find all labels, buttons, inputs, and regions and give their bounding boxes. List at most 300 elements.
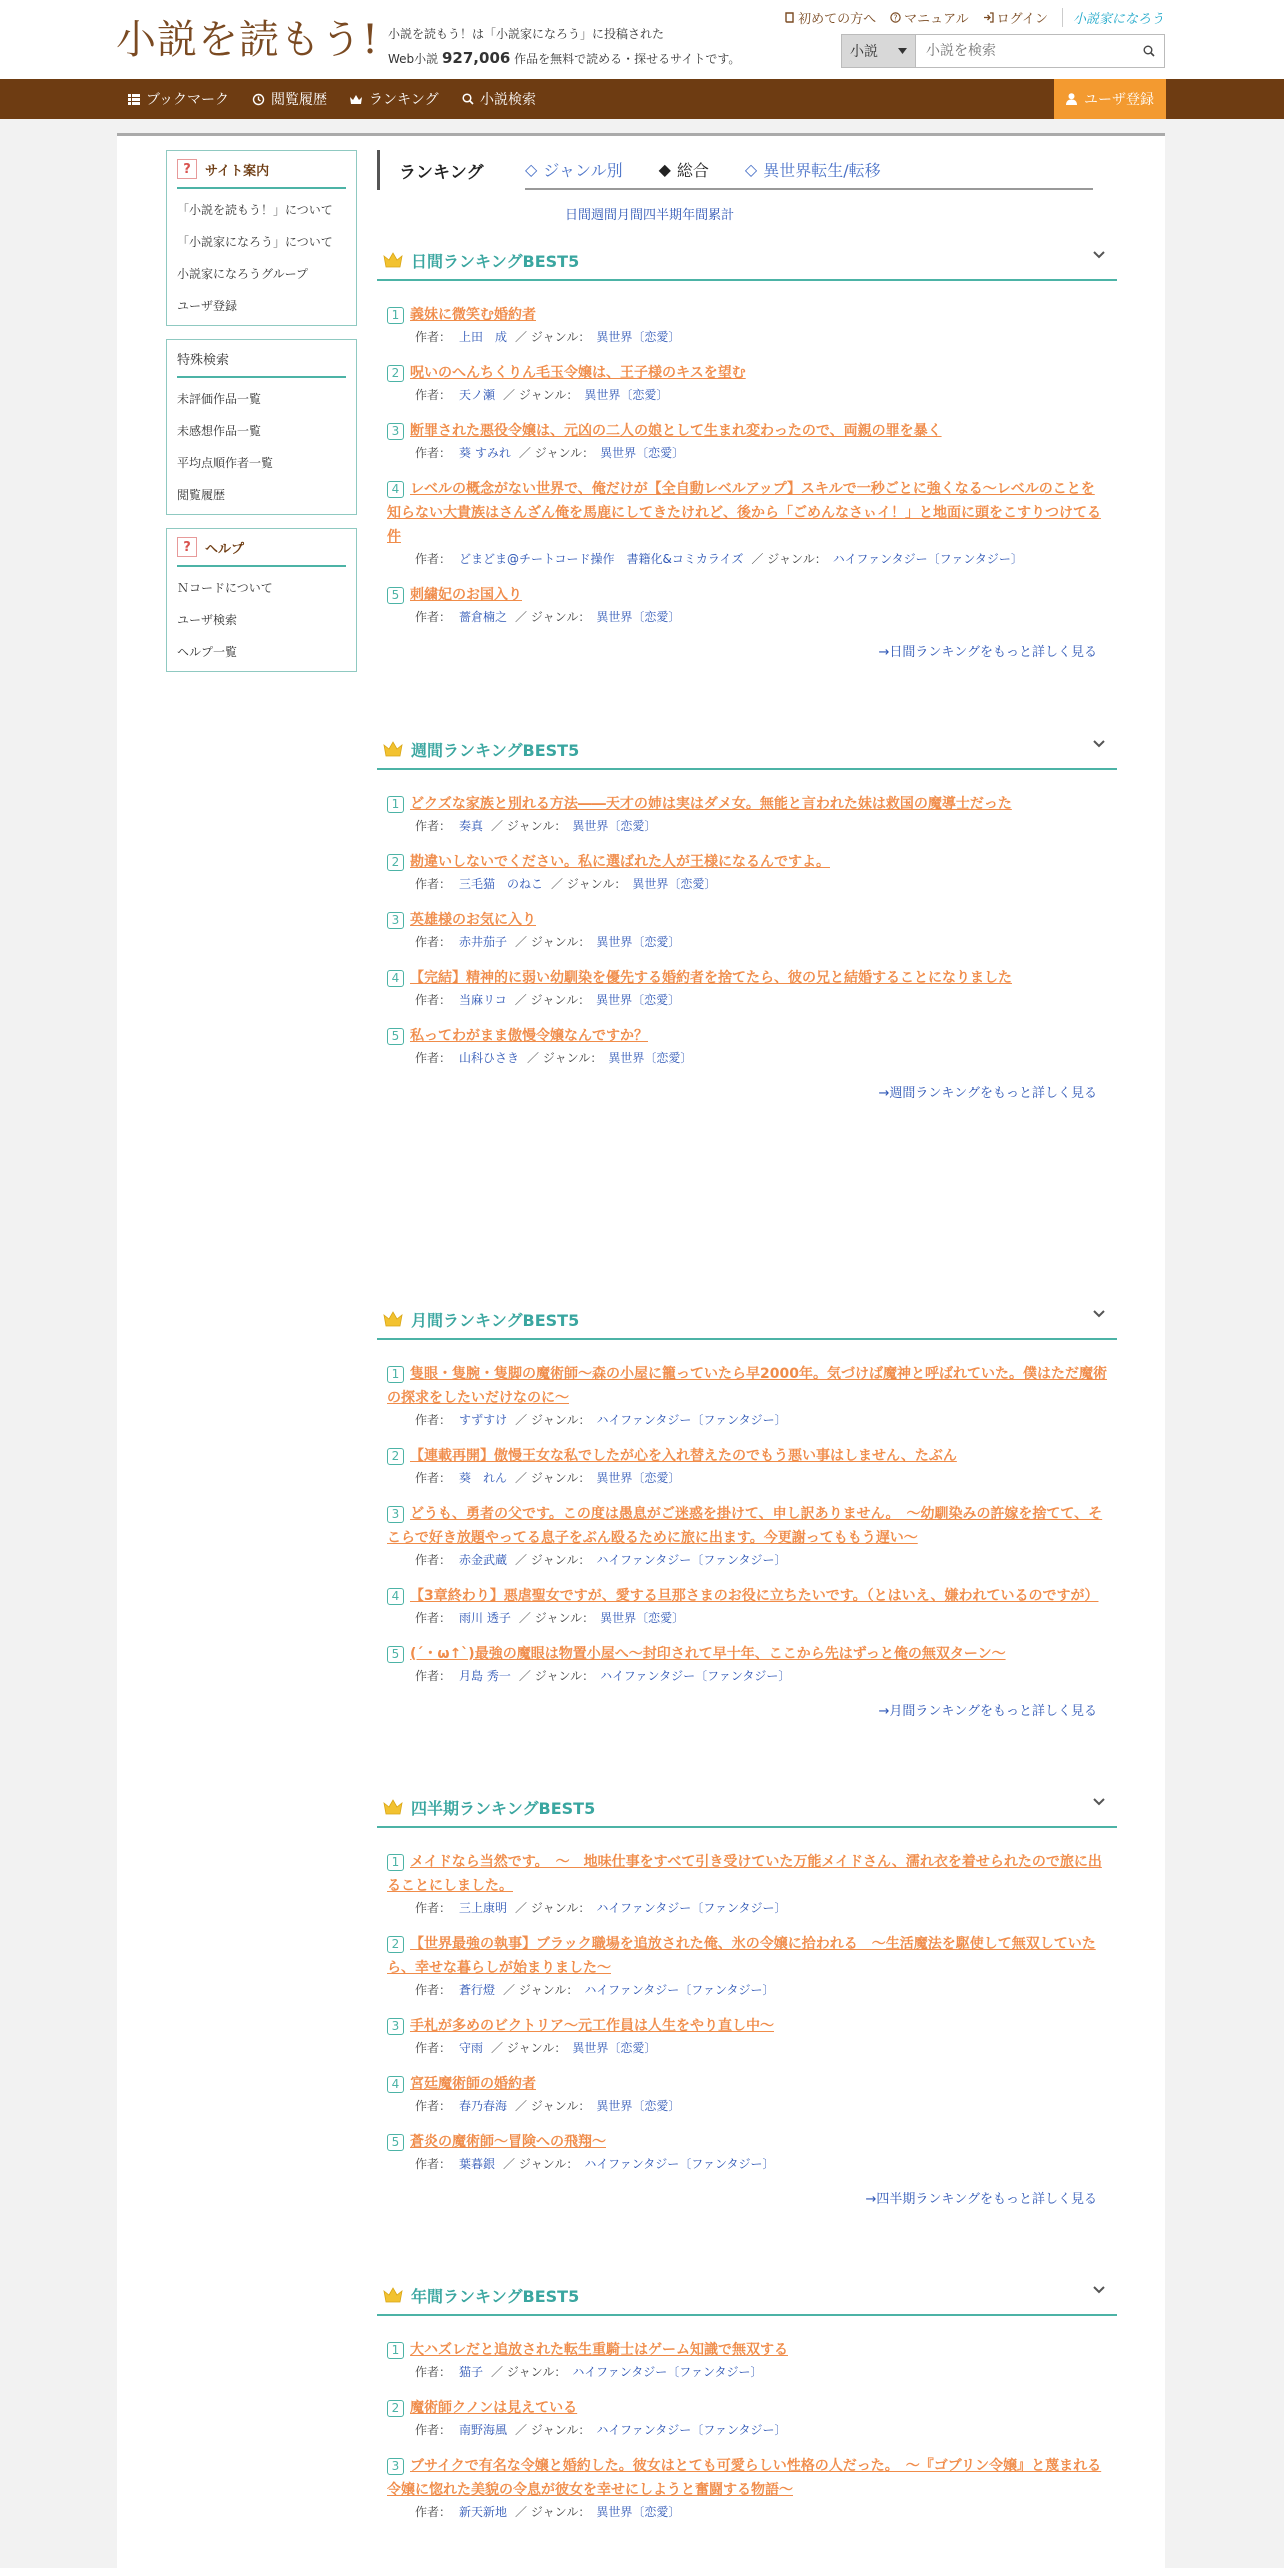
genre-label: ジャンル：	[530, 1901, 591, 1915]
separator: ／	[751, 552, 764, 566]
more-link[interactable]: →四半期ランキングをもっと詳しく見る	[865, 2192, 1097, 2207]
tab-isekai[interactable]: ◇ 異世界転生/転移	[744, 159, 881, 180]
rank-number: 1	[387, 796, 404, 813]
ranking-item	[387, 2454, 1107, 2522]
tab-genre[interactable]: ◇ ジャンル別	[525, 159, 623, 180]
ranking-item	[387, 1024, 1107, 1068]
author-link[interactable]: 葉暮銀	[459, 2157, 496, 2171]
separator: ／	[551, 877, 564, 891]
tagline-line1: 小説を読もう！は「小説家になろう」に投稿された	[388, 27, 665, 41]
author-label: 作者：	[415, 819, 452, 833]
novel-title: ブサイクで有名な令嬢と婚約した。彼女はとても可愛らしい性格の人だった。 ～『ゴブリン令嬢』と蔑まれる令嬢に惚れた美貌の令息が彼女を幸せにしようと奮闘する物語～	[387, 2458, 1102, 2498]
author-link[interactable]: 蒼行燈	[459, 1983, 496, 1997]
genre-link[interactable]: 異世界〔恋愛〕	[572, 819, 657, 833]
novel-meta	[415, 1666, 1107, 1686]
rank-number: 2	[387, 1936, 404, 1953]
author-label: 作者：	[415, 610, 452, 624]
novel-title: 宮廷魔術師の婚約者	[410, 2076, 536, 2092]
author-link[interactable]: 赤金武蔵	[459, 1553, 508, 1567]
chevron-down-icon[interactable]	[1093, 740, 1105, 748]
sidebar-item-help-list[interactable]: ヘルプ一覧	[177, 644, 238, 659]
ranking-item	[387, 1584, 1107, 1628]
genre-label: ジャンル：	[530, 610, 591, 624]
first-time-link[interactable]: 初めての方へ	[785, 8, 876, 27]
site-logo[interactable]: 小説を読もう!	[116, 17, 380, 63]
novel-title-link[interactable]	[387, 2130, 1107, 2154]
history-icon	[252, 93, 265, 106]
period-total[interactable]: 累計	[708, 208, 735, 223]
novel-meta	[415, 1410, 1107, 1430]
genre-link[interactable]: 異世界〔恋愛〕	[600, 446, 685, 460]
sidebar-item-user-search[interactable]: ユーザ検索	[177, 612, 238, 627]
novel-title-link[interactable]	[387, 583, 1107, 607]
rank-number: 5	[387, 587, 404, 604]
genre-label: ジャンル：	[530, 935, 591, 949]
separator: ／	[491, 2365, 504, 2379]
genre-link[interactable]: ハイファンタジー〔ファンタジー〕	[600, 1669, 791, 1683]
section-title: 週間ランキングBEST5	[411, 740, 580, 760]
separator: ／	[515, 330, 528, 344]
rank-number: 3	[387, 423, 404, 440]
author-link[interactable]: 葵 すみれ	[459, 446, 511, 460]
section-header[interactable]	[377, 1788, 1117, 1828]
section-header[interactable]	[377, 1300, 1117, 1340]
rank-number: 3	[387, 912, 404, 929]
question-icon: ?	[177, 159, 197, 179]
novel-title: 魔術師クノンは見えている	[410, 2400, 578, 2416]
genre-link[interactable]: 異世界〔恋愛〕	[572, 2041, 657, 2055]
ranking-item	[387, 850, 1107, 894]
genre-link[interactable]: 異世界〔恋愛〕	[584, 388, 669, 402]
rank-number: 2	[387, 2400, 404, 2417]
rank-number: 3	[387, 1506, 404, 1523]
genre-label: ジャンル：	[534, 446, 595, 460]
author-link[interactable]: 葵 れん	[459, 1471, 508, 1485]
chevron-down-icon[interactable]	[1093, 1310, 1105, 1318]
sidebar-item-about-yomou[interactable]: 「小説を読もう！」について	[177, 202, 333, 217]
novel-title-link[interactable]	[387, 361, 1107, 385]
novel-meta	[415, 2096, 1107, 2116]
author-link[interactable]: 天ノ瀬	[459, 388, 496, 402]
sidebar-heading: ? ヘルプ	[177, 529, 346, 567]
novel-meta	[415, 2154, 1107, 2174]
author-label: 作者：	[415, 1413, 452, 1427]
ranking-item	[387, 2338, 1107, 2382]
author-link[interactable]: 南野海風	[459, 2423, 508, 2437]
section-header[interactable]	[377, 730, 1117, 770]
author-label: 作者：	[415, 388, 452, 402]
period-quarterly[interactable]: 四半期	[643, 208, 683, 223]
novel-title: 【3章終わり】悪虐聖女ですが、愛する旦那さまのお役に立ちたいです。（とはいえ、嫌われているのですが）	[410, 1588, 1099, 1604]
separator: ／	[491, 2041, 504, 2055]
nav-history[interactable]: 閲覧履歴	[252, 79, 327, 119]
novel-title: どうも、勇者の父です。この度は愚息がご迷惑を掛けて、申し訳ありません。 ～幼馴染みの許嫁を捨てて、そこらで好き放題やってる息子をぶん殴るために旅に出ます。今更謝ってももう遅い～	[387, 1506, 1103, 1546]
sidebar-heading: 特殊検索	[177, 340, 346, 378]
ranking-item	[387, 966, 1107, 1010]
novel-meta	[415, 2502, 1107, 2522]
genre-link[interactable]: ハイファンタジー〔ファンタジー〕	[596, 2423, 787, 2437]
genre-label: ジャンル：	[530, 1413, 591, 1427]
genre-label: ジャンル：	[530, 2099, 591, 2113]
ranking-item	[387, 1444, 1107, 1488]
novel-count: 927,006	[442, 49, 511, 67]
manual-link[interactable]: ? マニュアル	[890, 8, 968, 27]
search-form	[841, 34, 1165, 68]
author-link[interactable]: すずすけ	[459, 1413, 508, 1427]
question-icon: ?	[177, 537, 197, 557]
user-icon	[1066, 93, 1077, 105]
ranking-item	[387, 2130, 1107, 2174]
more-link[interactable]: →月間ランキングをもっと詳しく見る	[878, 1704, 1097, 1719]
page-title: ランキング	[399, 162, 484, 183]
crown-icon	[383, 1799, 403, 1815]
author-label: 作者：	[415, 1553, 452, 1567]
novel-title-link[interactable]	[387, 1444, 1107, 1468]
ranking-item	[387, 1850, 1107, 1918]
rank-number: 4	[387, 970, 404, 987]
rank-number: 3	[387, 2458, 404, 2475]
sidebar-heading: ? サイト案内	[177, 151, 346, 189]
author-label: 作者：	[415, 935, 452, 949]
novel-title-link[interactable]	[387, 1362, 1107, 1410]
sidebar-site-guide	[166, 150, 357, 326]
ranking-item	[387, 1932, 1107, 2000]
separator: ／	[515, 1553, 528, 1567]
novel-title-link[interactable]	[387, 1642, 1107, 1666]
author-label: 作者：	[415, 1901, 452, 1915]
search-icon	[462, 93, 474, 105]
author-label: 作者：	[415, 2157, 452, 2171]
ranking-item	[387, 583, 1107, 627]
novel-meta	[415, 1048, 1107, 1068]
author-link[interactable]: 猫子	[459, 2365, 484, 2379]
author-label: 作者：	[415, 2423, 452, 2437]
book-icon	[785, 12, 795, 23]
novel-meta	[415, 1608, 1107, 1628]
ranking-list	[377, 770, 1117, 1068]
chevron-down-icon[interactable]	[1093, 251, 1105, 259]
genre-label: ジャンル：	[506, 819, 567, 833]
ranking-item	[387, 2072, 1107, 2116]
novel-title-link[interactable]	[387, 850, 1107, 874]
novel-title-link[interactable]	[387, 419, 1107, 443]
ranking-list	[377, 281, 1117, 627]
ranking-item	[387, 908, 1107, 952]
tagline-line2	[388, 46, 740, 71]
crown-icon	[349, 94, 363, 105]
period-yearly[interactable]: 年間	[682, 208, 709, 223]
genre-link[interactable]: 異世界〔恋愛〕	[596, 993, 681, 1007]
separator: ／	[515, 2423, 528, 2437]
novel-title-link[interactable]	[387, 2396, 1107, 2420]
separator: ／	[515, 2505, 528, 2519]
author-label: 作者：	[415, 2365, 452, 2379]
section-title: 月間ランキングBEST5	[411, 1310, 580, 1330]
period-daily[interactable]: 日間	[565, 208, 592, 223]
novel-title-link[interactable]	[387, 303, 1107, 327]
rank-number: 1	[387, 1366, 404, 1383]
genre-link[interactable]: 異世界〔恋愛〕	[608, 1051, 693, 1065]
genre-link[interactable]: ハイファンタジー〔ファンタジー〕	[596, 1553, 787, 1567]
author-link[interactable]: 三毛猫 のねこ	[459, 877, 544, 891]
separator: ／	[503, 388, 516, 402]
crown-icon	[383, 2287, 403, 2303]
novel-title-link[interactable]	[387, 792, 1107, 816]
rank-number: 5	[387, 2134, 404, 2151]
nav-search[interactable]: 小説検索	[462, 79, 536, 119]
novel-meta	[415, 1980, 1107, 2000]
author-link[interactable]: 守雨	[459, 2041, 484, 2055]
ranking-item	[387, 419, 1107, 463]
genre-link[interactable]: ハイファンタジー〔ファンタジー〕	[584, 2157, 775, 2171]
novel-meta	[415, 2362, 1107, 2382]
author-link[interactable]: 奏真	[459, 819, 484, 833]
novel-title: 英雄様のお気に入り	[410, 912, 536, 928]
author-link[interactable]: 三上康明	[459, 1901, 508, 1915]
period-monthly[interactable]: 月間	[617, 208, 644, 223]
novel-meta	[415, 385, 1107, 405]
login-icon	[983, 12, 994, 23]
tagline-prefix: Web小説	[388, 52, 439, 66]
author-link[interactable]: 山科ひさき	[459, 1051, 520, 1065]
tab-overall[interactable]: ◆ 総合	[658, 159, 709, 180]
novel-title: 隻眼・隻腕・隻脚の魔術師～森の小屋に籠っていたら早2000年。気づけば魔神と呼ばれていた。僕はただ魔術の探求をしたいだけなのに～	[387, 1366, 1107, 1406]
more-link[interactable]: →日間ランキングをもっと詳しく見る	[878, 645, 1097, 660]
novel-title: 【完結】精神的に弱い幼馴染を優先する婚約者を捨てたら、彼の兄と結婚することになりました	[410, 970, 1012, 986]
rank-number: 4	[387, 2076, 404, 2093]
top-links	[785, 8, 1164, 27]
ranking-item	[387, 1502, 1107, 1570]
author-link[interactable]: 赤井茄子	[459, 935, 508, 949]
nav-bookmark[interactable]: ブックマーク	[128, 79, 229, 119]
novel-title: 勘違いしないでください。私に選ばれた人が王様になるんですよ。	[410, 854, 830, 870]
user-register-button[interactable]: ユーザ登録	[1054, 79, 1166, 119]
separator: ／	[527, 1051, 540, 1065]
author-label: 作者：	[415, 552, 452, 566]
list-icon	[128, 94, 140, 105]
chevron-down-icon[interactable]	[1093, 2286, 1105, 2294]
search-type-select[interactable]: 小説	[842, 35, 916, 67]
rank-number: 1	[387, 2342, 404, 2359]
section-header[interactable]	[377, 2276, 1117, 2316]
ranking-item	[387, 1362, 1107, 1430]
ranking-item	[387, 2014, 1107, 2058]
novel-title-link[interactable]	[387, 1502, 1107, 1550]
novel-title: メイドなら当然です。 ～ 地味仕事をすべて引き受けていた万能メイドさん、濡れ衣を着せられたので旅に出ることにしました。	[387, 1854, 1102, 1894]
genre-link[interactable]: 異世界〔恋愛〕	[596, 2099, 681, 2113]
novel-title-link[interactable]	[387, 1932, 1107, 1980]
novel-title-link[interactable]	[387, 2072, 1107, 2096]
search-input[interactable]	[916, 35, 1134, 67]
genre-link[interactable]: ハイファンタジー〔ファンタジー〕	[832, 552, 1023, 566]
section-title: 日間ランキングBEST5	[411, 251, 580, 271]
ranking-tabs	[525, 150, 1093, 190]
genre-link[interactable]: 異世界〔恋愛〕	[596, 610, 681, 624]
novel-meta	[415, 607, 1107, 627]
genre-link[interactable]: 異世界〔恋愛〕	[596, 330, 681, 344]
ranking-item	[387, 303, 1107, 347]
novel-meta	[415, 1898, 1107, 1918]
genre-label: ジャンル：	[530, 993, 591, 1007]
novel-meta	[415, 327, 1107, 347]
genre-link[interactable]: ハイファンタジー〔ファンタジー〕	[572, 2365, 763, 2379]
author-label: 作者：	[415, 2099, 452, 2113]
novel-title: 刺繍妃のお国入り	[410, 587, 522, 603]
author-label: 作者：	[415, 1471, 452, 1485]
ranking-section-monthly	[377, 1300, 1117, 1719]
heading-bar	[377, 150, 380, 190]
author-link[interactable]: 薔倉楠之	[459, 610, 508, 624]
author-label: 作者：	[415, 2041, 452, 2055]
novel-title-link[interactable]	[387, 1584, 1107, 1608]
site-header	[0, 0, 1284, 79]
novel-title-link[interactable]	[387, 966, 1107, 990]
novel-title-link[interactable]	[387, 2454, 1107, 2502]
author-label: 作者：	[415, 1051, 452, 1065]
author-link[interactable]: 当麻リコ	[459, 993, 507, 1007]
author-label: 作者：	[415, 1611, 452, 1625]
genre-link[interactable]: 異世界〔恋愛〕	[596, 935, 681, 949]
section-header[interactable]	[377, 241, 1117, 281]
rank-number: 3	[387, 2018, 404, 2035]
ranking-item	[387, 477, 1107, 569]
novel-title-link[interactable]	[387, 2014, 1107, 2038]
ranking-header	[377, 150, 1093, 190]
genre-label: ジャンル：	[518, 1983, 579, 1997]
novel-meta	[415, 2038, 1107, 2058]
svg-text:?: ?	[893, 13, 898, 23]
novel-title-link[interactable]	[387, 1024, 1107, 1048]
ranking-list	[377, 1340, 1117, 1686]
novel-title-link[interactable]	[387, 908, 1107, 932]
author-link[interactable]: 春乃春海	[459, 2099, 508, 2113]
sidebar-item-about-narou[interactable]: 「小説家になろう」について	[177, 234, 333, 249]
author-link[interactable]: 上田 成	[459, 330, 508, 344]
genre-label: ジャンル：	[518, 388, 579, 402]
genre-link[interactable]: 異世界〔恋愛〕	[632, 877, 717, 891]
crown-icon	[383, 252, 403, 268]
genre-label: ジャンル：	[518, 2157, 579, 2171]
separator: ／	[518, 1611, 531, 1625]
sidebar-item-narou-group[interactable]: 小説家になろうグループ	[177, 266, 309, 281]
section-title: 四半期ランキングBEST5	[411, 1798, 596, 1818]
novel-meta	[415, 1468, 1107, 1488]
novel-title: 蒼炎の魔術師〜冒険への飛翔〜	[410, 2134, 606, 2150]
author-link[interactable]: どまどま@チートコード操作 書籍化&コミカライズ	[459, 552, 744, 566]
rank-number: 5	[387, 1028, 404, 1045]
novel-meta	[415, 816, 1107, 836]
novel-title-link[interactable]	[387, 477, 1107, 549]
nav-ranking[interactable]: ランキング	[349, 79, 439, 119]
rank-number: 2	[387, 365, 404, 382]
more-link[interactable]: →週間ランキングをもっと詳しく見る	[878, 1086, 1097, 1101]
sidebar-special-search	[166, 339, 357, 515]
ranking-section-quarterly	[377, 1788, 1117, 2207]
main-container	[117, 133, 1165, 2568]
novel-title-link[interactable]	[387, 1850, 1107, 1898]
period-links	[565, 204, 734, 223]
novel-title: 大ハズレだと追放された転生重騎士はゲーム知識で無双する	[410, 2342, 788, 2358]
genre-label: ジャンル：	[530, 1553, 591, 1567]
genre-label: ジャンル：	[530, 330, 591, 344]
chevron-down-icon[interactable]	[1093, 1798, 1105, 1806]
genre-label: ジャンル：	[534, 1611, 595, 1625]
novel-title: (´・ω↑`)最強の魔眼は物置小屋へ～封印されて早十年、ここから先はずっと俺の無双ターン～	[410, 1646, 1006, 1662]
sidebar-item-register[interactable]: ユーザ登録	[177, 298, 238, 313]
separator: ／	[515, 935, 528, 949]
genre-label: ジャンル：	[566, 877, 627, 891]
author-label: 作者：	[415, 877, 452, 891]
separator: ／	[518, 1669, 531, 1683]
ranking-item	[387, 361, 1107, 405]
author-label: 作者：	[415, 330, 452, 344]
ranking-section-weekly	[377, 730, 1117, 1101]
genre-link[interactable]: ハイファンタジー〔ファンタジー〕	[596, 1413, 787, 1427]
rank-number: 2	[387, 854, 404, 871]
narou-logo-link[interactable]: 小説家になろう	[1062, 8, 1164, 27]
search-button[interactable]	[1134, 35, 1164, 67]
genre-link[interactable]: ハイファンタジー〔ファンタジー〕	[584, 1983, 775, 1997]
sidebar-item-average-authors[interactable]: 平均点順作者一覧	[177, 455, 274, 470]
novel-meta	[415, 1550, 1107, 1570]
separator: ／	[503, 2157, 516, 2171]
author-link[interactable]: 新天新地	[459, 2505, 508, 2519]
separator: ／	[515, 2099, 528, 2113]
novel-meta	[415, 549, 1107, 569]
rank-number: 1	[387, 1854, 404, 1871]
author-label: 作者：	[415, 993, 452, 1007]
novel-title-link[interactable]	[387, 2338, 1107, 2362]
ranking-section-daily	[377, 241, 1117, 660]
ranking-item	[387, 2396, 1107, 2440]
genre-link[interactable]: 異世界〔恋愛〕	[600, 1611, 685, 1625]
sidebar-item-ncode[interactable]: Ｎコードについて	[177, 580, 273, 595]
crown-icon	[383, 741, 403, 757]
novel-meta	[415, 990, 1107, 1010]
ranking-item	[387, 1642, 1107, 1686]
ranking-list	[377, 2316, 1117, 2522]
sidebar-item-unrated[interactable]: 未評価作品一覧	[177, 391, 262, 406]
rank-number: 2	[387, 1448, 404, 1465]
novel-title: 断罪された悪役令嬢は、元凶の二人の娘として生まれ変わったので、両親の罪を暴く	[410, 423, 942, 439]
period-weekly[interactable]: 週間	[591, 208, 618, 223]
tagline-suffix: 作品を無料で読める・探せるサイトです。	[514, 52, 741, 66]
author-link[interactable]: 月島 秀一	[459, 1669, 511, 1683]
novel-title: レベルの概念がない世界で、俺だけが【全自動レベルアップ】スキルで一秒ごとに強くなる〜レベルのことを知らない大貴族はさんざん俺を馬鹿にしてきたけれど、後から「ごめんなさぃイ！」と地面に頭をこすりつけてる件	[387, 481, 1101, 545]
separator: ／	[503, 1983, 516, 1997]
genre-link[interactable]: 異世界〔恋愛〕	[596, 1471, 681, 1485]
genre-link[interactable]: ハイファンタジー〔ファンタジー〕	[596, 1901, 787, 1915]
author-label: 作者：	[415, 1983, 452, 1997]
genre-link[interactable]: 異世界〔恋愛〕	[596, 2505, 681, 2519]
novel-title: 【世界最強の執事】ブラック職場を追放された俺、氷の令嬢に拾われる ～生活魔法を駆使して無双していたら、幸せな暮らしが始まりました～	[387, 1936, 1096, 1976]
novel-meta	[415, 443, 1107, 463]
separator: ／	[518, 446, 531, 460]
author-label: 作者：	[415, 1669, 452, 1683]
search-icon	[1143, 45, 1155, 57]
genre-label: ジャンル：	[506, 2365, 567, 2379]
author-link[interactable]: 雨川 透子	[459, 1611, 511, 1625]
separator: ／	[514, 993, 527, 1007]
novel-meta	[415, 874, 1107, 894]
sidebar-item-history[interactable]: 閲覧履歴	[177, 487, 226, 502]
sidebar-item-unreviewed[interactable]: 未感想作品一覧	[177, 423, 262, 438]
rank-number: 4	[387, 1588, 404, 1605]
login-link[interactable]: ログイン	[983, 8, 1048, 27]
crown-icon	[383, 1311, 403, 1327]
genre-label: ジャンル：	[530, 2423, 591, 2437]
separator: ／	[515, 1471, 528, 1485]
